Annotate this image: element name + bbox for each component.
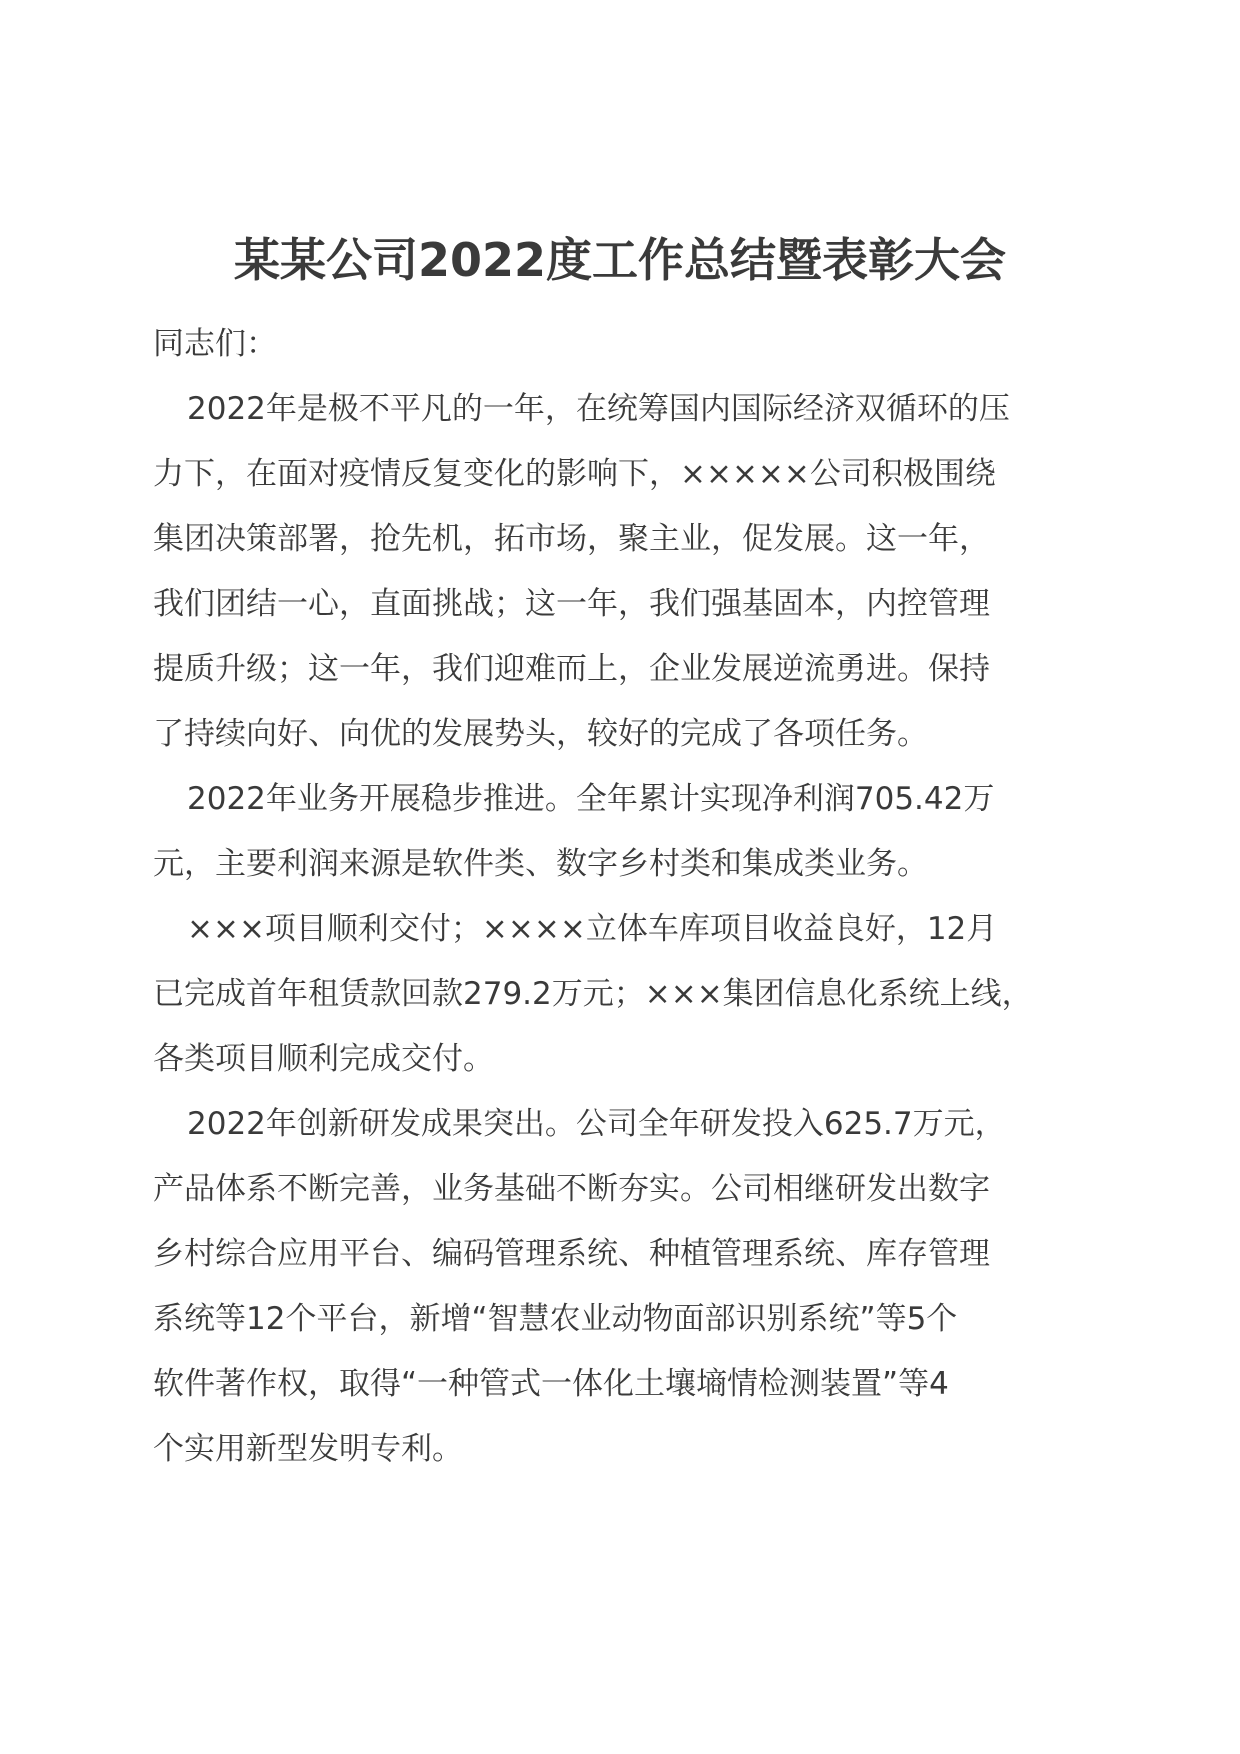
document-body [153, 312, 1113, 1482]
text-line: 集团决策部署，抢先机，拓市场，聚主业，促发展。这一年， [153, 521, 990, 557]
text-line: 个实用新型发明专利。 [153, 1431, 463, 1467]
text-line: 2022年业务开展稳步推进。全年累计实现净利润705.42万 [187, 781, 995, 817]
text-line: 系统等12个平台，新增“智慧农业动物面部识别系统”等5个 [153, 1301, 958, 1337]
text-line: 各类项目顺利完成交付。 [153, 1041, 494, 1077]
text-line: 软件著作权，取得“一种管式一体化土壤墒情检测装置”等4 [153, 1366, 949, 1402]
text-line: 力下，在面对疫情反复变化的影响下，×××××公司积极围绕 [153, 456, 996, 492]
text-line: 提质升级；这一年，我们迎难而上，企业发展逆流勇进。保持 [153, 651, 990, 687]
text-line: 了持续向好、向优的发展势头，较好的完成了各项任务。 [153, 716, 928, 752]
text-line: 我们团结一心，直面挑战；这一年，我们强基固本，内控管理 [153, 586, 990, 622]
text-line: 同志们： [153, 326, 277, 362]
text-line: 2022年是极不平凡的一年，在统筹国内国际经济双循环的压 [187, 391, 1010, 427]
text-line: 2022年创新研发成果突出。公司全年研发投入625.7万元， [187, 1106, 1006, 1142]
text-line: 产品体系不断完善，业务基础不断夯实。公司相继研发出数字 [153, 1171, 990, 1207]
text-line: 乡村综合应用平台、编码管理系统、种植管理系统、库存管理 [153, 1236, 990, 1272]
text-line: 已完成首年租赁款回款279.2万元；×××集团信息化系统上线， [153, 976, 1033, 1012]
text-line: ×××项目顺利交付；××××立体车库项目收益良好，12月 [187, 911, 998, 947]
text-line: 元，主要利润来源是软件类、数字乡村类和集成类业务。 [153, 846, 928, 882]
document-title: 某某公司2022度工作总结暨表彰大会 [233, 233, 1007, 287]
